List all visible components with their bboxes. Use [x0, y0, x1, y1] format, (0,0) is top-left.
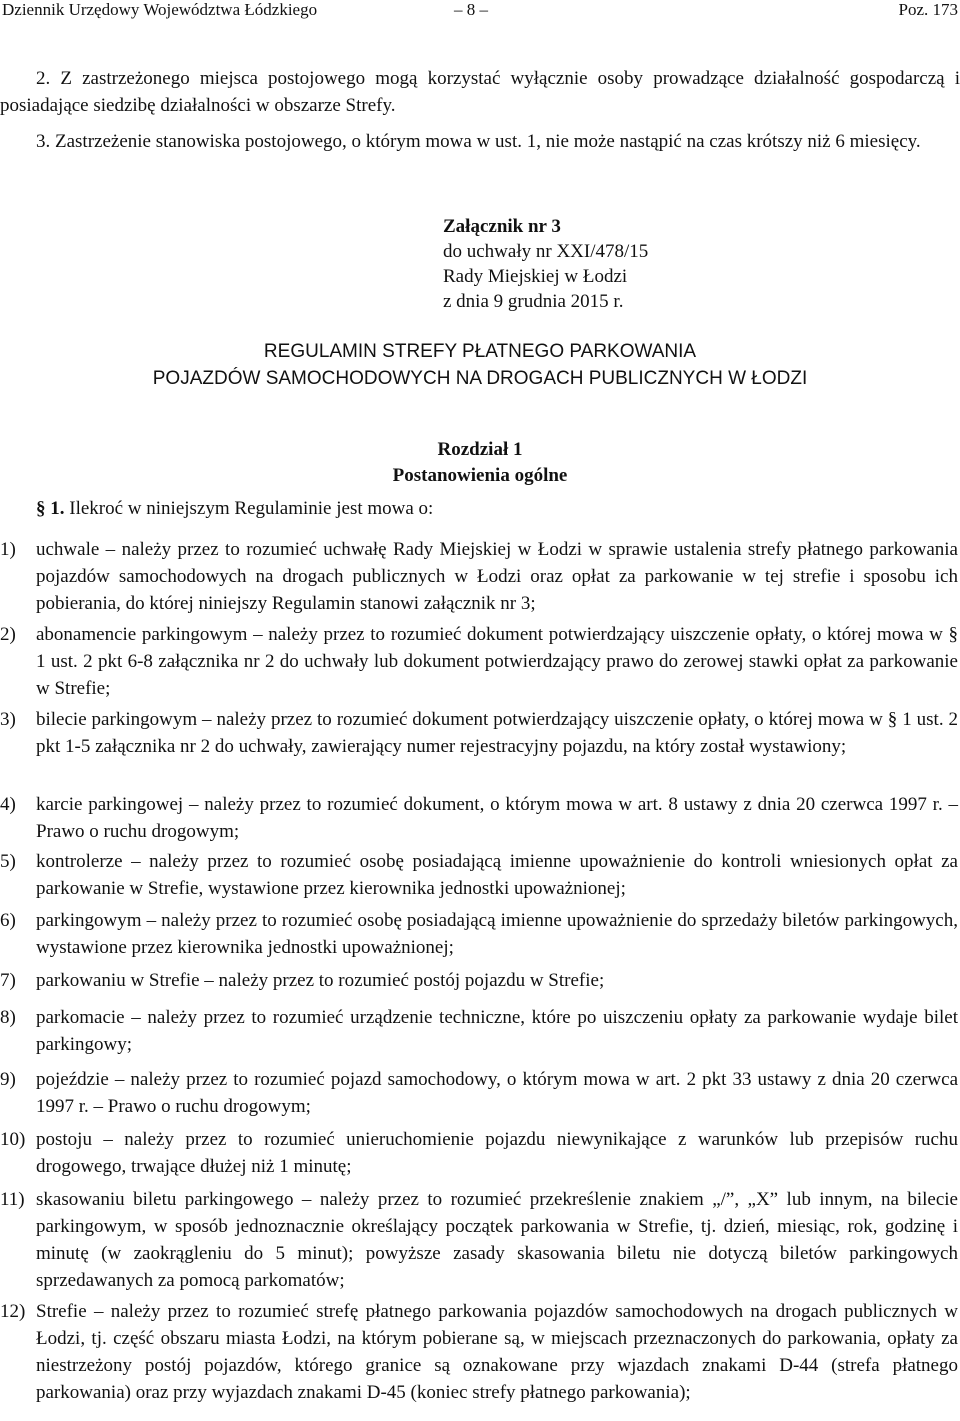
item-text: uchwale – należy przez to rozumieć uchwałę Rady Miejskiej w Łodzi w sprawie ustalenia strefy płatnego parkowania pojazdów samochodowych na drogach publicznych w Łodzi oraz opłat za parkowanie w tej strefie i sposobu ich pobierania, do której niniejszy Regulamin stanowi załącznik nr 3;: [36, 539, 958, 614]
chapter-number: Rozdział 1: [437, 439, 523, 460]
definition-item: [0, 536, 958, 617]
intro-paragraph-3: 3. Zastrzeżenie stanowiska postojowego, o którym mowa w ust. 1, nie może nastąpić na czas krótszy niż 6 miesięcy.: [36, 131, 921, 152]
item-label: 7): [0, 970, 16, 991]
annex-number: Załącznik nr 3: [443, 216, 561, 237]
document-title-line-1: REGULAMIN STREFY PŁATNEGO PARKOWANIA: [263, 341, 697, 362]
definition-item: [0, 1066, 958, 1120]
item-label: 8): [0, 1007, 16, 1028]
definition-item: [0, 791, 958, 845]
item-text: parkingowym – należy przez to rozumieć osobę posiadającą imienne upoważnienie do sprzedaży biletów parkingowych, wystawione przez kierownika jednostki upoważnionej;: [36, 910, 958, 958]
definition-item: [0, 1126, 958, 1180]
annex-heading: [443, 214, 843, 314]
item-label: 1): [0, 539, 16, 560]
intro-paragraph-2: 2. Z zastrzeżonego miejsca postojowego mogą korzystać wyłącznie osoby prowadzące działalność gospodarczą i posiadające siedzibę działalności w obszarze Strefy.: [0, 68, 960, 116]
item-text: kontrolerze – należy przez to rozumieć osobę posiadającą imienne upoważnienie do kontroli wniesionych opłat za parkowanie w Strefie, wystawione przez kierownika jednostki upoważnionej;: [36, 851, 958, 899]
annex-date: z dnia 9 grudnia 2015 r.: [443, 291, 624, 312]
item-text: parkomacie – należy przez to rozumieć urządzenie techniczne, które po uiszczeniu opłaty za parkowanie wydaje bilet parkingowy;: [36, 1007, 958, 1055]
section-intro-text: Ilekroć w niniejszym Regulaminie jest mowa o:: [69, 498, 434, 519]
definition-item: [0, 907, 958, 961]
item-label: 2): [0, 624, 16, 645]
section-1-intro: [36, 495, 433, 522]
item-label: 11): [0, 1189, 25, 1210]
chapter-name: Postanowienia ogólne: [392, 465, 568, 486]
item-text: parkowaniu w Strefie – należy przez to rozumieć postój pojazdu w Strefie;: [36, 970, 605, 991]
item-text: skasowaniu biletu parkingowego – należy przez to rozumieć przekreślenie znakiem „/”, „X” lub innym, na bilecie parkingowym, w sposób jednoznacznie określający początek parkowania w Strefie, tj. dzień, miesiąc, rok, godzinę i minutę (w zaokrągleniu do 5 minut); powyższe zasady skasowania biletu nie dotyczą biletów parkingowych sprzedawanych za pomocą parkomatów;: [36, 1189, 958, 1291]
item-text: pojeździe – należy przez to rozumieć pojazd samochodowy, o którym mowa w art. 2 pkt 33 ustawy z dnia 20 czerwca 1997 r. – Prawo o ruchu drogowym;: [36, 1069, 958, 1117]
item-label: 5): [0, 851, 16, 872]
definition-item: [0, 1004, 958, 1058]
definition-item: [0, 848, 958, 902]
item-text: Strefie – należy przez to rozumieć strefę płatnego parkowania pojazdów samochodowych na drogach publicznych w Łodzi, tj. część obszaru miasta Łodzi, na którym pobierane są, w miejscach przeznaczonych do parkowania, opłaty za niestrzeżony postój pojazdów, którego granice są oznakowane przy wjazdach znakami D-44 (strefa płatnego parkowania) oraz przy wyjazdach znakami D-45 (koniec strefy płatnego parkowania);: [36, 1301, 958, 1403]
page-header: [0, 0, 960, 22]
position-number: Poz. 173: [898, 0, 958, 19]
page-number: – 8 –: [454, 0, 488, 19]
item-text: postoju – należy przez to rozumieć unieruchomienie pojazdu niewynikające z warunków lub przepisów ruchu drogowego, trwające dłużej niż 1 minutę;: [36, 1129, 958, 1177]
item-label: 6): [0, 910, 16, 931]
item-label: 4): [0, 794, 16, 815]
definition-item: [0, 967, 958, 994]
item-label: 9): [0, 1069, 16, 1090]
document-title-line-2: POJAZDÓW SAMOCHODOWYCH NA DROGACH PUBLICZNYCH W ŁODZI: [152, 368, 808, 389]
item-label: 12): [0, 1301, 26, 1322]
journal-name: Dziennik Urzędowy Województwa Łódzkiego: [2, 0, 318, 19]
section-number: § 1.: [36, 498, 65, 519]
annex-resolution: do uchwały nr XXI/478/15: [443, 241, 649, 262]
definition-item: [0, 1298, 958, 1406]
definition-item: [0, 706, 958, 760]
annex-council: Rady Miejskiej w Łodzi: [443, 266, 628, 287]
item-text: karcie parkingowej – należy przez to rozumieć dokument, o którym mowa w art. 8 ustawy z dnia 20 czerwca 1997 r. – Prawo o ruchu drogowym;: [36, 794, 958, 842]
item-text: abonamencie parkingowym – należy przez to rozumieć dokument potwierdzający uiszczenie opłaty, o której mowa w § 1 ust. 2 pkt 6-8 załącznika nr 2 do uchwały lub dokument potwierdzający prawo do zerowej stawki opłat za parkowanie w Strefie;: [36, 624, 958, 699]
item-label: 10): [0, 1129, 26, 1150]
definition-item: [0, 1186, 958, 1294]
item-label: 3): [0, 709, 16, 730]
definition-item: [0, 621, 958, 702]
item-text: bilecie parkingowym – należy przez to rozumieć dokument potwierdzający uiszczenie opłaty, o której mowa w § 1 ust. 2 pkt 1-5 załącznika nr 2 do uchwały, zawierający numer rejestracyjny pojazdu, na który został wystawiony;: [36, 709, 958, 757]
